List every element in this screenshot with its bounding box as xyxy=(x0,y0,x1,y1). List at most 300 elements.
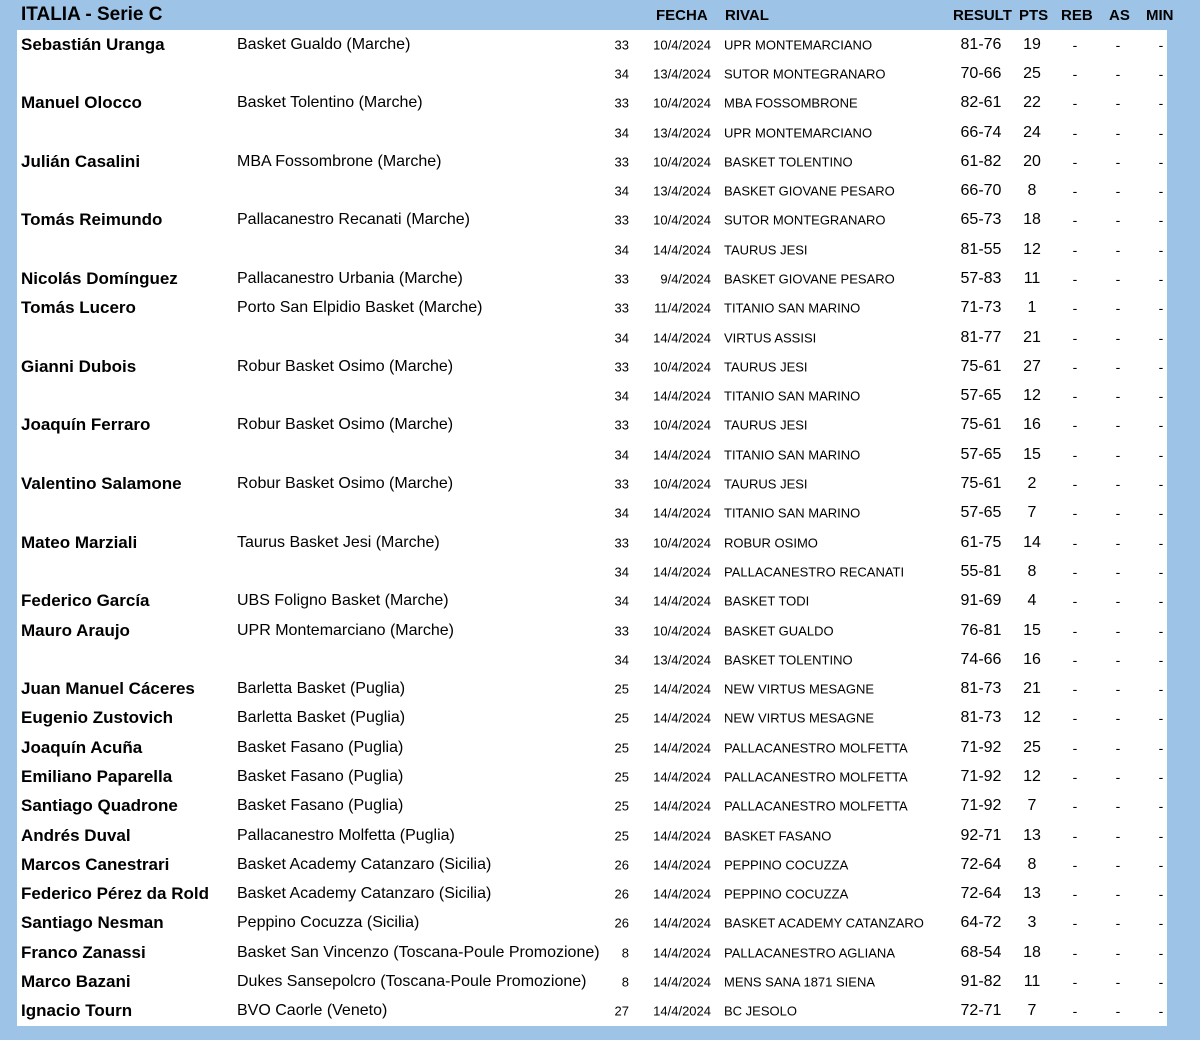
header-result: RESULT xyxy=(953,7,1012,24)
rebounds-value: - xyxy=(1072,124,1078,141)
table-row xyxy=(17,645,1167,674)
table-row xyxy=(17,880,1167,909)
match-date: 14/4/2024 xyxy=(653,974,711,990)
minutes-value: - xyxy=(1158,153,1164,170)
match-date: 14/4/2024 xyxy=(653,447,711,463)
rebounds-value: - xyxy=(1072,798,1078,815)
round-number: 33 xyxy=(614,417,629,433)
table-row xyxy=(17,821,1167,850)
rebounds-value: - xyxy=(1072,446,1078,463)
round-number: 33 xyxy=(614,476,629,492)
round-number: 33 xyxy=(614,623,629,639)
match-result: 57-65 xyxy=(960,504,1002,522)
match-date: 14/4/2024 xyxy=(653,388,711,404)
player-name: Manuel Olocco xyxy=(21,93,142,113)
points-value: 7 xyxy=(1027,1002,1037,1020)
points-value: 12 xyxy=(1023,709,1041,727)
match-result: 76-81 xyxy=(960,621,1002,639)
minutes-value: - xyxy=(1158,65,1164,82)
table-row xyxy=(17,616,1167,645)
table-row xyxy=(17,674,1167,703)
match-date: 13/4/2024 xyxy=(653,66,711,82)
team-name: UBS Foligno Basket (Marche) xyxy=(237,592,449,610)
points-value: 12 xyxy=(1023,240,1041,258)
table-row xyxy=(17,147,1167,176)
match-result: 75-61 xyxy=(960,357,1002,375)
minutes-value: - xyxy=(1158,886,1164,903)
match-result: 75-61 xyxy=(960,416,1002,434)
rival-name: BASKET TOLENTINO xyxy=(724,154,853,170)
assists-value: - xyxy=(1115,300,1121,317)
player-name: Marcos Canestrari xyxy=(21,854,170,874)
round-number: 25 xyxy=(614,740,629,756)
assists-value: - xyxy=(1115,241,1121,258)
team-name: Pallacanestro Molfetta (Puglia) xyxy=(237,826,455,844)
team-name: Basket Gualdo (Marche) xyxy=(237,35,411,53)
header-fecha: FECHA xyxy=(656,7,708,24)
round-number: 34 xyxy=(614,125,629,141)
rival-name: TAURUS JESI xyxy=(724,242,808,258)
table-row xyxy=(17,176,1167,205)
team-name: Robur Basket Osimo (Marche) xyxy=(237,357,454,375)
table-row xyxy=(17,118,1167,147)
match-result: 91-69 xyxy=(960,592,1002,610)
round-number: 8 xyxy=(621,974,629,990)
table-row xyxy=(17,997,1167,1026)
player-name: Federico García xyxy=(21,591,150,611)
match-date: 14/4/2024 xyxy=(653,915,711,931)
rival-name: PEPPINO COCUZZA xyxy=(724,857,849,873)
rival-name: MENS SANA 1871 SIENA xyxy=(724,974,876,990)
player-name: Santiago Quadrone xyxy=(21,796,178,816)
match-date: 10/4/2024 xyxy=(653,535,711,551)
match-date: 14/4/2024 xyxy=(653,593,711,609)
rival-name: VIRTUS ASSISI xyxy=(724,330,817,346)
points-value: 15 xyxy=(1023,621,1041,639)
rival-name: TITANIO SAN MARINO xyxy=(724,505,861,521)
match-result: 66-70 xyxy=(960,182,1002,200)
match-date: 13/4/2024 xyxy=(653,183,711,199)
round-number: 33 xyxy=(614,95,629,111)
match-result: 92-71 xyxy=(960,826,1002,844)
match-date: 10/4/2024 xyxy=(653,359,711,375)
round-number: 25 xyxy=(614,769,629,785)
table-row xyxy=(17,587,1167,616)
rival-name: NEW VIRTUS MESAGNE xyxy=(724,681,875,697)
round-number: 34 xyxy=(614,66,629,82)
table-row xyxy=(17,938,1167,967)
table-row xyxy=(17,557,1167,586)
rebounds-value: - xyxy=(1072,651,1078,668)
match-result: 57-83 xyxy=(960,269,1002,287)
minutes-value: - xyxy=(1158,944,1164,961)
team-name: Robur Basket Osimo (Marche) xyxy=(237,475,454,493)
match-result: 57-65 xyxy=(960,387,1002,405)
team-name: Barletta Basket (Puglia) xyxy=(237,680,406,698)
points-value: 7 xyxy=(1027,504,1037,522)
table-row xyxy=(17,264,1167,293)
points-value: 21 xyxy=(1023,328,1041,346)
results-table xyxy=(17,30,1167,1026)
minutes-value: - xyxy=(1158,856,1164,873)
assists-value: - xyxy=(1115,358,1121,375)
rival-name: PALLACANESTRO AGLIANA xyxy=(724,945,895,961)
team-name: Porto San Elpidio Basket (Marche) xyxy=(237,299,483,317)
minutes-value: - xyxy=(1158,505,1164,522)
minutes-value: - xyxy=(1158,300,1164,317)
player-name: Tomás Lucero xyxy=(21,298,136,318)
rival-name: UPR MONTEMARCIANO xyxy=(724,37,873,53)
points-value: 27 xyxy=(1023,357,1041,375)
assists-value: - xyxy=(1115,417,1121,434)
round-number: 33 xyxy=(614,212,629,228)
assists-value: - xyxy=(1115,153,1121,170)
assists-value: - xyxy=(1115,739,1121,756)
rival-name: PALLACANESTRO MOLFETTA xyxy=(724,740,908,756)
player-name: Julián Casalini xyxy=(21,151,141,171)
team-name: Peppino Cocuzza (Sicilia) xyxy=(237,914,420,932)
rival-name: SUTOR MONTEGRANARO xyxy=(724,66,886,82)
rebounds-value: - xyxy=(1072,476,1078,493)
player-name: Sebastián Uranga xyxy=(21,34,165,54)
match-result: 72-64 xyxy=(960,855,1002,873)
player-name: Tomás Reimundo xyxy=(21,210,163,230)
round-number: 27 xyxy=(614,1003,629,1019)
table-row xyxy=(17,352,1167,381)
team-name: Basket Academy Catanzaro (Sicilia) xyxy=(237,855,492,873)
rebounds-value: - xyxy=(1072,944,1078,961)
match-date: 14/4/2024 xyxy=(653,330,711,346)
player-name: Ignacio Tourn xyxy=(21,1001,133,1021)
match-date: 10/4/2024 xyxy=(653,476,711,492)
player-name: Emiliano Paparella xyxy=(21,766,173,786)
match-result: 55-81 xyxy=(960,562,1002,580)
table-row xyxy=(17,411,1167,440)
round-number: 34 xyxy=(614,564,629,580)
rival-name: PALLACANESTRO RECANATI xyxy=(724,564,905,580)
table-row xyxy=(17,733,1167,762)
match-date: 14/4/2024 xyxy=(653,828,711,844)
team-name: Barletta Basket (Puglia) xyxy=(237,709,406,727)
rival-name: BASKET FASANO xyxy=(724,828,832,844)
match-result: 65-73 xyxy=(960,211,1002,229)
minutes-value: - xyxy=(1158,681,1164,698)
assists-value: - xyxy=(1115,593,1121,610)
assists-value: - xyxy=(1115,36,1121,53)
assists-value: - xyxy=(1115,974,1121,991)
match-result: 82-61 xyxy=(960,94,1002,112)
player-name: Mateo Marziali xyxy=(21,532,138,552)
rival-name: BASKET TODI xyxy=(724,593,810,609)
match-date: 9/4/2024 xyxy=(660,271,711,287)
rival-name: UPR MONTEMARCIANO xyxy=(724,125,873,141)
header-reb: REB xyxy=(1061,7,1093,24)
rebounds-value: - xyxy=(1072,886,1078,903)
rebounds-value: - xyxy=(1072,534,1078,551)
minutes-value: - xyxy=(1158,124,1164,141)
round-number: 33 xyxy=(614,37,629,53)
assists-value: - xyxy=(1115,944,1121,961)
match-result: 66-74 xyxy=(960,123,1002,141)
round-number: 8 xyxy=(621,945,629,961)
assists-value: - xyxy=(1115,476,1121,493)
match-result: 70-66 xyxy=(960,64,1002,82)
points-value: 8 xyxy=(1027,562,1037,580)
match-date: 14/4/2024 xyxy=(653,505,711,521)
points-value: 13 xyxy=(1023,885,1041,903)
match-date: 14/4/2024 xyxy=(653,242,711,258)
points-value: 22 xyxy=(1023,94,1041,112)
player-name: Mauro Araujo xyxy=(21,620,130,640)
rebounds-value: - xyxy=(1072,329,1078,346)
header-min: MIN xyxy=(1146,7,1174,24)
rebounds-value: - xyxy=(1072,915,1078,932)
round-number: 33 xyxy=(614,300,629,316)
team-name: MBA Fossombrone (Marche) xyxy=(237,152,442,170)
team-name: Basket Academy Catanzaro (Sicilia) xyxy=(237,885,492,903)
minutes-value: - xyxy=(1158,358,1164,375)
points-value: 15 xyxy=(1023,445,1041,463)
team-name: Basket Fasano (Puglia) xyxy=(237,738,404,756)
player-name: Andrés Duval xyxy=(21,825,131,845)
points-value: 4 xyxy=(1027,592,1037,610)
player-name: Santiago Nesman xyxy=(21,913,164,933)
round-number: 34 xyxy=(614,242,629,258)
assists-value: - xyxy=(1115,270,1121,287)
rebounds-value: - xyxy=(1072,710,1078,727)
match-date: 14/4/2024 xyxy=(653,945,711,961)
table-row xyxy=(17,30,1167,59)
match-result: 64-72 xyxy=(960,914,1002,932)
match-result: 72-71 xyxy=(960,1002,1002,1020)
match-date: 14/4/2024 xyxy=(653,740,711,756)
match-result: 72-64 xyxy=(960,885,1002,903)
match-result: 57-65 xyxy=(960,445,1002,463)
match-result: 81-55 xyxy=(960,240,1002,258)
rebounds-value: - xyxy=(1072,183,1078,200)
rival-name: PALLACANESTRO MOLFETTA xyxy=(724,769,908,785)
match-result: 61-82 xyxy=(960,152,1002,170)
minutes-value: - xyxy=(1158,212,1164,229)
rebounds-value: - xyxy=(1072,827,1078,844)
rival-name: PEPPINO COCUZZA xyxy=(724,886,849,902)
points-value: 20 xyxy=(1023,152,1041,170)
table-row xyxy=(17,967,1167,996)
rival-name: BASKET GIOVANE PESARO xyxy=(724,183,895,199)
points-value: 16 xyxy=(1023,650,1041,668)
match-result: 71-92 xyxy=(960,797,1002,815)
round-number: 26 xyxy=(614,886,629,902)
points-value: 7 xyxy=(1027,797,1037,815)
player-name: Franco Zanassi xyxy=(21,942,146,962)
team-name: Pallacanestro Urbania (Marche) xyxy=(237,269,463,287)
header-as: AS xyxy=(1109,7,1130,24)
match-result: 61-75 xyxy=(960,533,1002,551)
assists-value: - xyxy=(1115,651,1121,668)
table-row xyxy=(17,792,1167,821)
rebounds-value: - xyxy=(1072,563,1078,580)
rival-name: BASKET GUALDO xyxy=(724,623,834,639)
round-number: 33 xyxy=(614,359,629,375)
points-value: 25 xyxy=(1023,738,1041,756)
team-name: Basket Fasano (Puglia) xyxy=(237,767,404,785)
table-row xyxy=(17,59,1167,88)
points-value: 1 xyxy=(1027,299,1037,317)
minutes-value: - xyxy=(1158,329,1164,346)
match-date: 14/4/2024 xyxy=(653,564,711,580)
minutes-value: - xyxy=(1158,593,1164,610)
assists-value: - xyxy=(1115,124,1121,141)
points-value: 16 xyxy=(1023,416,1041,434)
assists-value: - xyxy=(1115,768,1121,785)
assists-value: - xyxy=(1115,622,1121,639)
team-name: UPR Montemarciano (Marche) xyxy=(237,621,454,639)
rival-name: SUTOR MONTEGRANARO xyxy=(724,212,886,228)
round-number: 34 xyxy=(614,388,629,404)
table-row xyxy=(17,323,1167,352)
minutes-value: - xyxy=(1158,651,1164,668)
rival-name: BASKET TOLENTINO xyxy=(724,652,853,668)
minutes-value: - xyxy=(1158,827,1164,844)
player-name: Nicolás Domínguez xyxy=(21,268,178,288)
match-result: 71-92 xyxy=(960,767,1002,785)
rebounds-value: - xyxy=(1072,974,1078,991)
rebounds-value: - xyxy=(1072,417,1078,434)
match-date: 10/4/2024 xyxy=(653,417,711,433)
rebounds-value: - xyxy=(1072,65,1078,82)
rebounds-value: - xyxy=(1072,388,1078,405)
minutes-value: - xyxy=(1158,446,1164,463)
team-name: Dukes Sansepolcro (Toscana-Poule Promozione) xyxy=(237,973,587,991)
team-name: Basket Fasano (Puglia) xyxy=(237,797,404,815)
assists-value: - xyxy=(1115,563,1121,580)
match-date: 14/4/2024 xyxy=(653,681,711,697)
points-value: 12 xyxy=(1023,767,1041,785)
assists-value: - xyxy=(1115,183,1121,200)
rebounds-value: - xyxy=(1072,153,1078,170)
assists-value: - xyxy=(1115,505,1121,522)
team-name: Pallacanestro Recanati (Marche) xyxy=(237,211,470,229)
rebounds-value: - xyxy=(1072,856,1078,873)
rebounds-value: - xyxy=(1072,95,1078,112)
minutes-value: - xyxy=(1158,476,1164,493)
rival-name: TAURUS JESI xyxy=(724,476,808,492)
minutes-value: - xyxy=(1158,36,1164,53)
match-result: 71-73 xyxy=(960,299,1002,317)
table-row xyxy=(17,294,1167,323)
team-name: Basket San Vincenzo (Toscana-Poule Promozione) xyxy=(237,943,600,961)
minutes-value: - xyxy=(1158,534,1164,551)
player-name: Federico Pérez da Rold xyxy=(21,884,209,904)
player-name: Joaquín Ferraro xyxy=(21,415,151,435)
minutes-value: - xyxy=(1158,710,1164,727)
minutes-value: - xyxy=(1158,974,1164,991)
minutes-value: - xyxy=(1158,417,1164,434)
rebounds-value: - xyxy=(1072,593,1078,610)
player-name: Marco Bazani xyxy=(21,972,131,992)
assists-value: - xyxy=(1115,681,1121,698)
points-value: 24 xyxy=(1023,123,1041,141)
match-date: 10/4/2024 xyxy=(653,154,711,170)
match-date: 10/4/2024 xyxy=(653,95,711,111)
rebounds-value: - xyxy=(1072,241,1078,258)
assists-value: - xyxy=(1115,65,1121,82)
round-number: 26 xyxy=(614,915,629,931)
rival-name: BASKET GIOVANE PESARO xyxy=(724,271,895,287)
assists-value: - xyxy=(1115,856,1121,873)
points-value: 18 xyxy=(1023,211,1041,229)
round-number: 34 xyxy=(614,447,629,463)
round-number: 33 xyxy=(614,154,629,170)
player-name: Valentino Salamone xyxy=(21,474,182,494)
table-row xyxy=(17,909,1167,938)
rebounds-value: - xyxy=(1072,300,1078,317)
minutes-value: - xyxy=(1158,768,1164,785)
table-row xyxy=(17,762,1167,791)
minutes-value: - xyxy=(1158,1003,1164,1020)
round-number: 26 xyxy=(614,857,629,873)
points-value: 18 xyxy=(1023,943,1041,961)
rebounds-value: - xyxy=(1072,36,1078,53)
round-number: 34 xyxy=(614,505,629,521)
player-name: Joaquín Acuña xyxy=(21,737,143,757)
round-number: 34 xyxy=(614,183,629,199)
round-number: 34 xyxy=(614,330,629,346)
table-row xyxy=(17,704,1167,733)
match-date: 11/4/2024 xyxy=(654,300,711,316)
rival-name: TITANIO SAN MARINO xyxy=(724,300,861,316)
assists-value: - xyxy=(1115,212,1121,229)
match-result: 74-66 xyxy=(960,650,1002,668)
team-name: Robur Basket Osimo (Marche) xyxy=(237,416,454,434)
points-value: 8 xyxy=(1027,855,1037,873)
rival-name: TAURUS JESI xyxy=(724,359,808,375)
points-value: 3 xyxy=(1027,914,1037,932)
team-name: BVO Caorle (Veneto) xyxy=(237,1002,388,1020)
match-date: 13/4/2024 xyxy=(653,125,711,141)
round-number: 33 xyxy=(614,271,629,287)
rebounds-value: - xyxy=(1072,212,1078,229)
match-date: 14/4/2024 xyxy=(653,798,711,814)
match-result: 75-61 xyxy=(960,475,1002,493)
rebounds-value: - xyxy=(1072,358,1078,375)
round-number: 25 xyxy=(614,798,629,814)
points-value: 11 xyxy=(1023,973,1041,991)
assists-value: - xyxy=(1115,388,1121,405)
header-pts: PTS xyxy=(1019,7,1049,24)
assists-value: - xyxy=(1115,915,1121,932)
match-result: 81-73 xyxy=(960,680,1002,698)
match-result: 68-54 xyxy=(960,943,1002,961)
points-value: 13 xyxy=(1023,826,1041,844)
player-name: Juan Manuel Cáceres xyxy=(21,679,195,699)
match-date: 14/4/2024 xyxy=(653,1003,711,1019)
header-rival: RIVAL xyxy=(725,7,769,24)
rival-name: TITANIO SAN MARINO xyxy=(724,388,861,404)
assists-value: - xyxy=(1115,710,1121,727)
round-number: 33 xyxy=(614,535,629,551)
table-row xyxy=(17,206,1167,235)
team-name: Basket Tolentino (Marche) xyxy=(237,94,423,112)
minutes-value: - xyxy=(1158,270,1164,287)
rival-name: ROBUR OSIMO xyxy=(724,535,818,551)
rival-name: BASKET ACADEMY CATANZARO xyxy=(724,915,924,931)
minutes-value: - xyxy=(1158,183,1164,200)
rival-name: TAURUS JESI xyxy=(724,417,808,433)
assists-value: - xyxy=(1115,1003,1121,1020)
round-number: 34 xyxy=(614,593,629,609)
table-row xyxy=(17,89,1167,118)
